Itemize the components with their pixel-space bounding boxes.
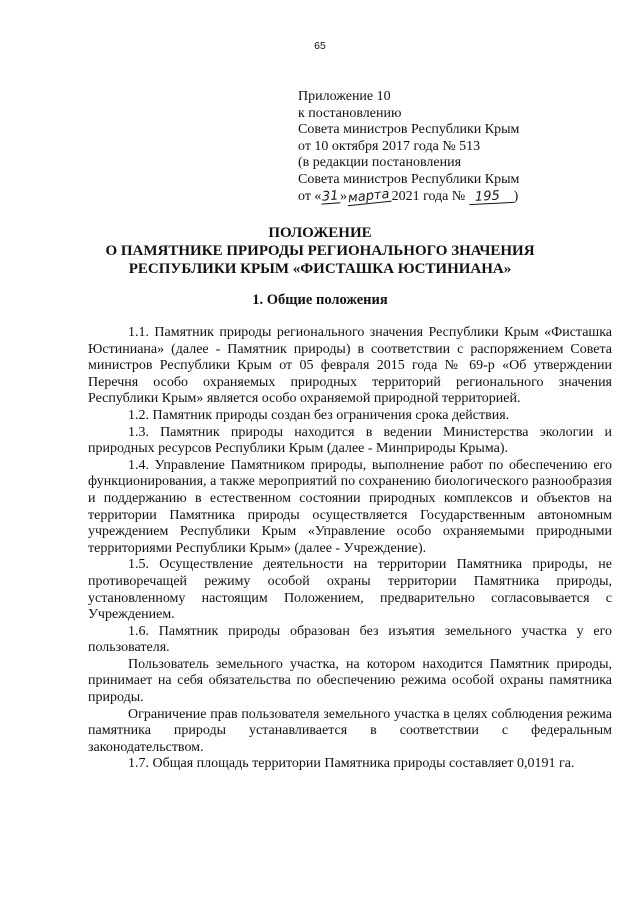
appendix-line: Приложение 10 xyxy=(298,89,391,104)
title-line: РЕСПУБЛИКИ КРЫМ «ФИСТАШКА ЮСТИНИАНА» xyxy=(128,261,512,277)
appendix-line: от 10 октября 2017 года № 513 xyxy=(298,138,481,154)
date-year-text: 2021 года № xyxy=(391,188,466,204)
handwritten-number: 195 xyxy=(468,188,513,204)
paragraph: 1.7. Общая площадь территории Памятника природы составляет 0,0191 га. xyxy=(128,756,575,772)
paragraph: 1.5. Осуществление деятельности на территории Памятника природы, не противоречащей режиму особой охраны территории Памятника природы, установленному настоящим Положением, предварительно согласовывается с Учреждением. xyxy=(88,557,612,623)
appendix-line: (в редакции постановления xyxy=(298,155,462,171)
date-quote-close: » xyxy=(339,188,347,204)
paragraph: 1.1. Памятник природы регионального значения Республики Крым «Фисташка Юстиниана» (далее - Памятник природы) в соответствии с распоряжением Совета министров Республики Крым от 05 февраля 2015 года № 69-р «Об утверждении Перечня особо охраняемых природных территорий регионального значения Республики Крым» является особо охраняемой природной территорией. xyxy=(88,325,612,407)
document-title xyxy=(0,224,640,278)
paragraph: Пользователь земельного участка, на котором находится Памятник природы, принимает на себя обязательства по обеспечению режима особой охраны памятника природы. xyxy=(88,656,612,706)
appendix-date-line xyxy=(298,186,608,206)
appendix-block xyxy=(298,89,608,205)
appendix-line: Совета министров Республики Крым xyxy=(298,122,520,138)
paragraph: 1.6. Памятник природы образован без изъятия земельного участка у его пользователя. xyxy=(88,623,612,656)
title-line: О ПАМЯТНИКЕ ПРИРОДЫ РЕГИОНАЛЬНОГО ЗНАЧЕНИЯ xyxy=(105,243,535,259)
handwritten-month: марта xyxy=(347,186,391,206)
paragraph: 1.2. Памятник природы создан без ограничения срока действия. xyxy=(128,407,510,423)
appendix-line: Совета министров Республики Крым xyxy=(298,171,520,187)
paragraph: 1.3. Памятник природы находится в ведении Министерства экологии и природных ресурсов Республики Крым (далее - Минприроды Крыма). xyxy=(88,424,612,457)
appendix-line: к постановлению xyxy=(298,105,402,121)
title-line: ПОЛОЖЕНИЕ xyxy=(268,225,372,241)
document-body xyxy=(88,325,612,773)
paragraph: Ограничение прав пользователя земельного участка в целях соблюдения режима памятника природы устанавливается в соответствии с федеральным законодательством. xyxy=(88,706,612,755)
section-heading: 1. Общие положения xyxy=(252,292,388,308)
handwritten-day: 31 xyxy=(321,188,340,205)
paragraph: 1.4. Управление Памятником природы, выполнение работ по обеспечению его функционирования, а также мероприятий по сохранению биологического разнообразия и поддержанию в естественном состоянии природных комплексов и объектов на территории Памятника природы осуществляется Государственным автономным учреждением Республики Крым «Управление особо охраняемыми природными территориями Республики Крым» (далее - Учреждение). xyxy=(88,457,612,556)
page-number: 65 xyxy=(314,40,326,52)
date-prefix: от « xyxy=(298,188,322,204)
date-suffix: ) xyxy=(513,188,519,204)
